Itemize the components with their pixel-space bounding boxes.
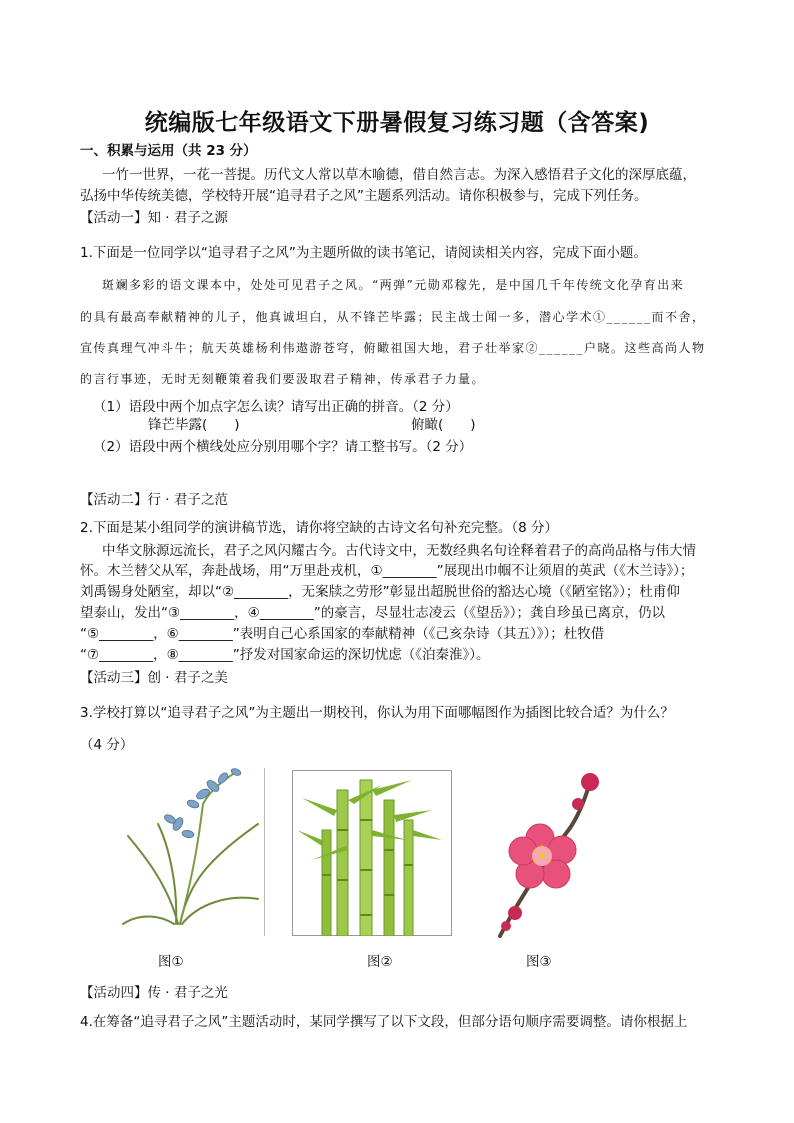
plum-blossom-illustration (490, 768, 620, 938)
activity-3-heading: 【活动三】创 · 君子之美 (80, 670, 228, 686)
activity-4-heading: 【活动四】传 · 君子之光 (80, 985, 228, 1001)
speech-line-5: “⑤________，⑥________”表明自己心系国家的奉献精神（《己亥杂诗（其五）》）；杜牧借 (80, 626, 605, 642)
figure-1-caption: 图① (158, 954, 184, 970)
figure-2-caption: 图② (367, 954, 393, 970)
activity-1-heading: 【活动一】知 · 君子之源 (80, 210, 228, 226)
question-1-1: （1）语段中两个加点字怎么读？请写出正确的拼音。（2 分） (93, 399, 459, 415)
question-1: 1.下面是一位同学以“追寻君子之风”为主题所做的读书笔记，请阅读相关内容，完成下面小题。 (80, 245, 647, 261)
question-3-line-2: （4 分） (80, 737, 134, 753)
speech-line-3: 刘禹锡身处陋室，却以“②________，无案牍之劳形”彰显出超脱世俗的豁达心境（《陋室铭》）；杜甫仰 (80, 584, 680, 600)
page-title: 统编版七年级语文下册暑假复习练习题（含答案) (144, 110, 650, 136)
intro-line-2: 弘扬中华传统美德，学校特开展“追寻君子之风”主题系列活动。请你积极参与，完成下列任务。 (80, 188, 648, 204)
note-line-4: 的言行事迹，无时无刻鞭策着我们要汲取君子精神，传承君子力量。 (80, 372, 486, 386)
figure-3-caption: 图③ (526, 954, 552, 970)
speech-line-1: 中华文脉源远流长，君子之风闪耀古今。古代诗文中，无数经典名句诠释着君子的高尚品格与伟大情 (102, 543, 696, 559)
figure-divider (264, 768, 265, 936)
pinyin-blank-1: 锋芒毕露( ) (148, 417, 240, 433)
speech-line-4: 望泰山，发出“③________，④________”的豪言，尽显壮志凌云（《望岳》）；龚自珍虽已离京，仍以 (80, 605, 665, 621)
note-line-1: 斑斓多彩的语文课本中，处处可见君子之风。“两弹”元勋邓稼先，是中国几千年传统文化孕育出来 (102, 278, 685, 292)
bamboo-illustration (292, 770, 452, 936)
question-2: 2.下面是某小组同学的演讲稿节选，请你将空缺的古诗文名句补充完整。（8 分） (80, 520, 559, 536)
activity-2-heading: 【活动二】行 · 君子之范 (80, 492, 228, 508)
section-heading: 一、积累与运用（共 23 分） (80, 143, 257, 159)
speech-line-6: “⑦________，⑧________”抒发对国家命运的深切忧虑（《泊秦淮》）。 (80, 647, 490, 663)
note-line-3: 宣传真理气冲斗牛；航天英雄杨利伟遨游苍穹，俯瞰祖国大地，君子壮举家②______户晓。这些高尚人物 (80, 341, 706, 355)
question-4: 4.在筹备“追寻君子之风”主题活动时，某同学撰写了以下文段，但部分语句顺序需要调整。请你根据上 (80, 1014, 688, 1030)
question-3-line-1: 3.学校打算以“追寻君子之风”为主题出一期校刊，你认为用下面哪幅图作为插图比较合适？为什么？ (80, 705, 674, 721)
question-1-2: （2）语段中两个横线处应分别用哪个字？请工整书写。（2 分） (93, 439, 473, 455)
intro-line-1: 一竹一世界，一花一菩提。历代文人常以草木喻德，借自然言志。为深入感悟君子文化的深厚底蕴， (102, 167, 696, 183)
speech-line-2: 怀。木兰替父从军，奔赴战场，用“万里赴戎机，①________”展现出巾帼不让须眉的英武（《木兰诗》）； (80, 563, 694, 579)
pinyin-blank-2: 俯瞰( ) (411, 417, 476, 433)
note-line-2: 的具有最高奉献精神的儿子，他真诚坦白，从不锋芒毕露；民主战士闻一多，潜心学术①______而不舍， (80, 310, 706, 324)
orchid-illustration (118, 764, 268, 934)
